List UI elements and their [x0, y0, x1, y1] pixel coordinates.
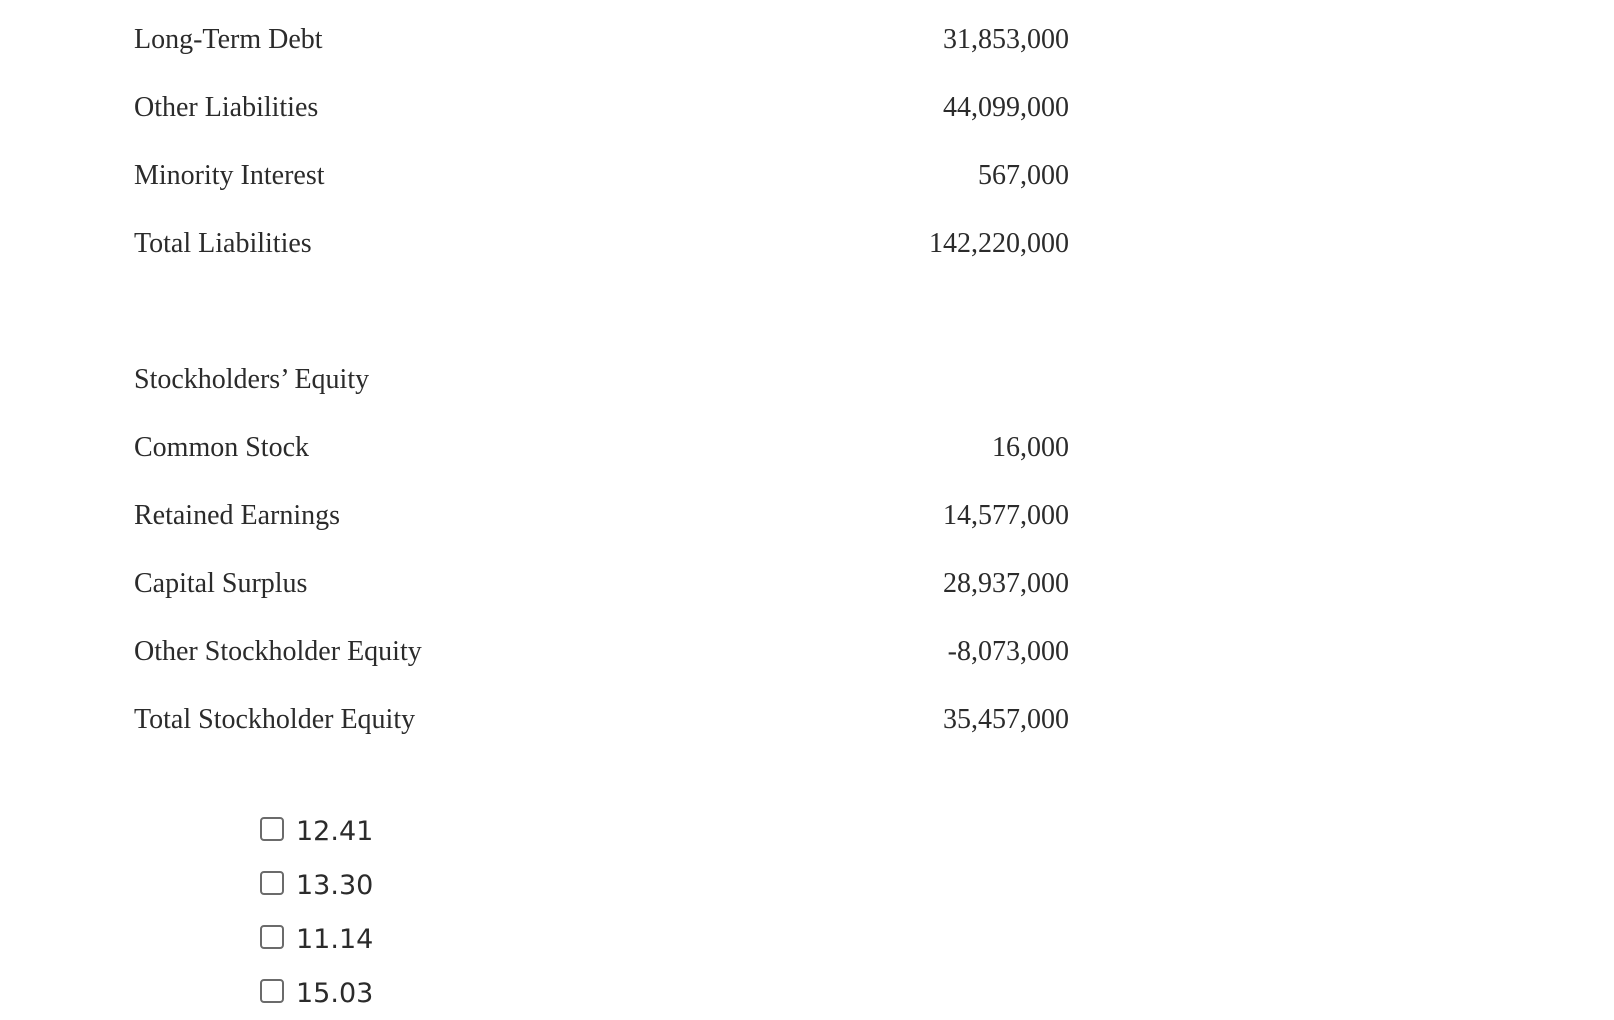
section-heading-stockholders-equity: [134, 340, 1069, 408]
answer-option-label: 13.30: [296, 869, 374, 901]
answer-checkbox[interactable]: [260, 979, 284, 1003]
table-row-minority-interest: [134, 136, 1069, 204]
table-row-long-term-debt: [134, 0, 1069, 68]
row-label: Total Stockholder Equity: [134, 704, 416, 735]
section-spacer: [134, 272, 1069, 340]
row-label: Other Stockholder Equity: [134, 636, 422, 667]
row-value: 44,099,000: [943, 92, 1069, 123]
answer-option-label: 15.03: [296, 977, 374, 1009]
table-row-other-stockholder-equity: [134, 612, 1069, 680]
answer-option-2[interactable]: [260, 858, 373, 912]
row-value: -8,073,000: [947, 636, 1069, 667]
row-value: 28,937,000: [943, 568, 1069, 599]
answer-options: [260, 804, 373, 1020]
table-row-total-stockholder-equity: [134, 680, 1069, 748]
row-label: Retained Earnings: [134, 500, 341, 531]
table-row-other-liabilities: [134, 68, 1069, 136]
answer-option-label: 12.41: [296, 815, 374, 847]
answer-option-label: 11.14: [296, 923, 374, 955]
row-value: 14,577,000: [943, 500, 1069, 531]
row-label: Capital Surplus: [134, 568, 308, 599]
section-heading: Stockholders’ Equity: [134, 364, 370, 395]
table-row-capital-surplus: [134, 544, 1069, 612]
row-value: 16,000: [992, 432, 1069, 463]
row-label: Common Stock: [134, 432, 310, 463]
table-row-common-stock: [134, 408, 1069, 476]
answer-option-4[interactable]: [260, 966, 373, 1020]
row-label: Minority Interest: [134, 160, 325, 191]
row-label: Long-Term Debt: [134, 24, 323, 55]
row-value: 142,220,000: [929, 228, 1069, 259]
answer-checkbox[interactable]: [260, 817, 284, 841]
row-value: 35,457,000: [943, 704, 1069, 735]
row-label: Total Liabilities: [134, 228, 312, 259]
answer-checkbox[interactable]: [260, 871, 284, 895]
balance-sheet-table: [134, 0, 1069, 748]
table-row-retained-earnings: [134, 476, 1069, 544]
row-value: 567,000: [978, 160, 1069, 191]
row-label: Other Liabilities: [134, 92, 319, 123]
answer-checkbox[interactable]: [260, 925, 284, 949]
row-value: 31,853,000: [943, 24, 1069, 55]
answer-option-3[interactable]: [260, 912, 373, 966]
answer-option-1[interactable]: [260, 804, 373, 858]
table-row-total-liabilities: [134, 204, 1069, 272]
